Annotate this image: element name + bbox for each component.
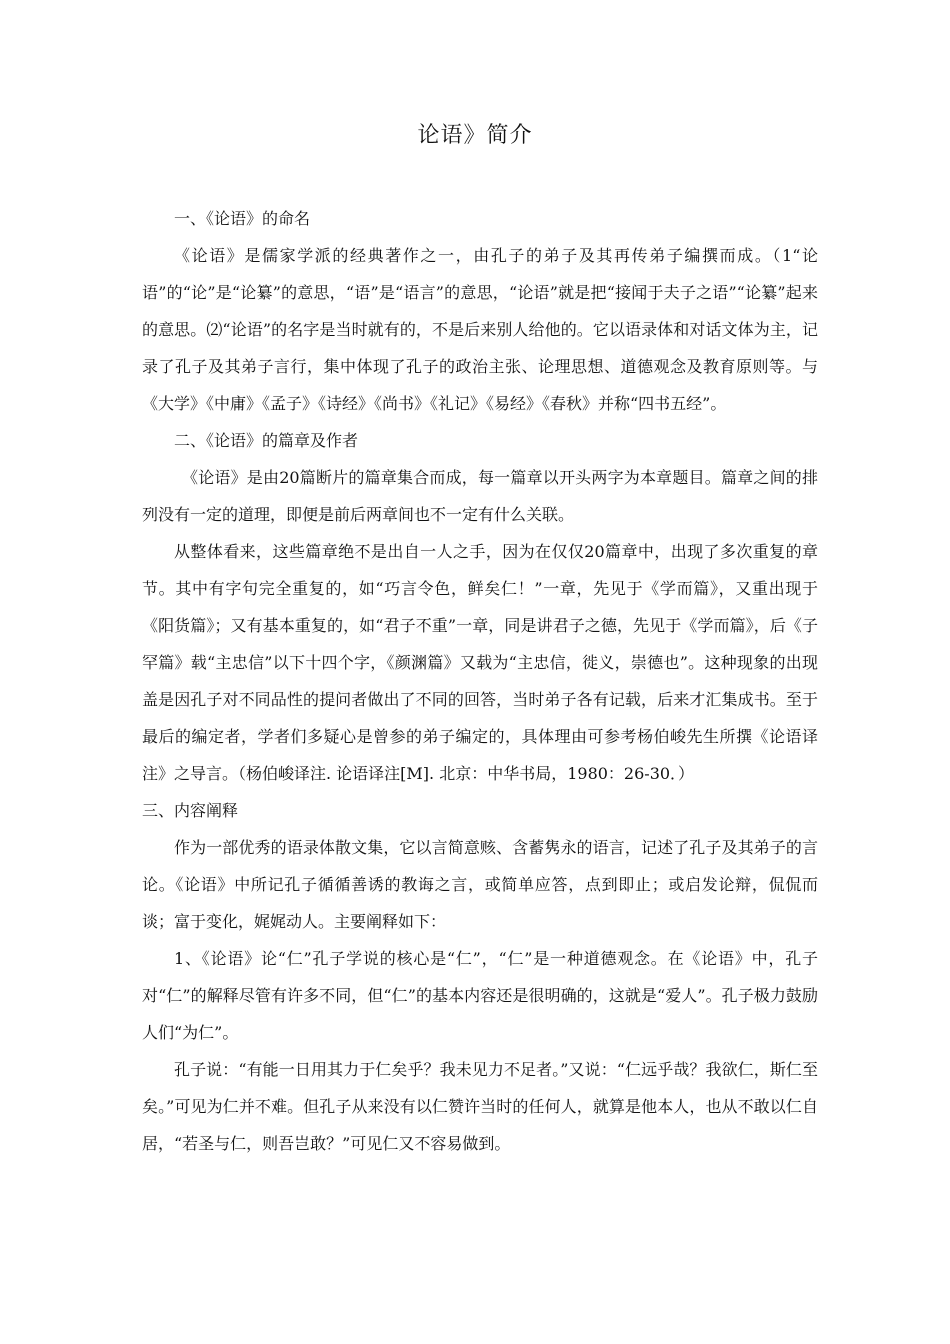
paragraph-content-confucius-said: 孔子说：“有能一日用其力于仁矣乎？我未见力不足者。”又说：“仁远乎哉？我欲仁，斯仁至矣。”可见为仁并不难。但孔子从来没有以仁赞许当时的任何人，就算是他本人，也从不敢以仁自居，“若圣与仁，则吾岂敢？”可见仁又不容易做到。 xyxy=(142,1060,818,1153)
section-heading-chapters-authors: 二、《论语》的篇章及作者 xyxy=(174,431,359,450)
paragraph-chapters-1: 《论语》是由20篇断片的篇章集合而成，每一篇章以开头两字为本章题目。篇章之间的排列没有一定的道理，即便是前后两章间也不一定有什么关联。 xyxy=(142,468,818,524)
paragraph-naming: 《论语》是儒家学派的经典著作之一，由孔子的弟子及其再传弟子编撰而成。（1“论语”的“论”是“论纂”的意思，“语”是“语言”的意思，“论语”就是把“接闻于夫子之语”“论纂”起来的意思。⑵“论语”的名字是当时就有的，不是后来别人给他的。它以语录体和对话文体为主，记录了孔子及其弟子言行，集中体现了孔子的政治主张、论理思想、道德观念及教育原则等。与《大学》《中庸》《孟子》《诗经》《尚书》《礼记》《易经》《春秋》并称“四书五经”。 xyxy=(142,246,818,413)
section-heading-content: 三、内容阐释 xyxy=(142,801,239,820)
paragraph-content-ren: 1、《论语》论“仁”孔子学说的核心是“仁”，“仁”是一种道德观念。在《论语》中，孔子对“仁”的解释尽管有许多不同，但“仁”的基本内容还是很明确的，这就是“爱人”。孔子极力鼓励人们“为仁”。 xyxy=(142,949,818,1042)
paragraph-chapters-2: 从整体看来，这些篇章绝不是出自一人之手，因为在仅仅20篇章中，出现了多次重复的章节。其中有字句完全重复的，如“巧言令色，鲜矣仁！”一章，先见于《学而篇》，又重出现于《阳货篇》；又有基本重复的，如“君子不重”一章，同是讲君子之德，先见于《学而篇》，后《子罕篇》载“主忠信”以下十四个字，《颜渊篇》又载为“主忠信，徙义，崇德也”。这种现象的出现盖是因孔子对不同品性的提问者做出了不同的回答，当时弟子各有记载，后来才汇集成书。至于最后的编定者，学者们多疑心是曾参的弟子编定的，具体理由可参考杨伯峻先生所撰《论语译注》之导言。（杨伯峻译注. 论语译注[M]. 北京：中华书局，1980：26-30．） xyxy=(142,542,818,783)
paragraph-content-1: 作为一部优秀的语录体散文集，它以言简意赅、含蓄隽永的语言，记述了孔子及其弟子的言论。《论语》中所记孔子循循善诱的教诲之言，或简单应答，点到即止；或启发论辩，侃侃而谈；富于变化，娓娓动人。主要阐释如下： xyxy=(142,838,818,931)
section-heading-naming: 一、《论语》的命名 xyxy=(174,209,311,228)
document-title: 论语》简介 xyxy=(417,123,533,148)
document-body xyxy=(142,200,818,1162)
